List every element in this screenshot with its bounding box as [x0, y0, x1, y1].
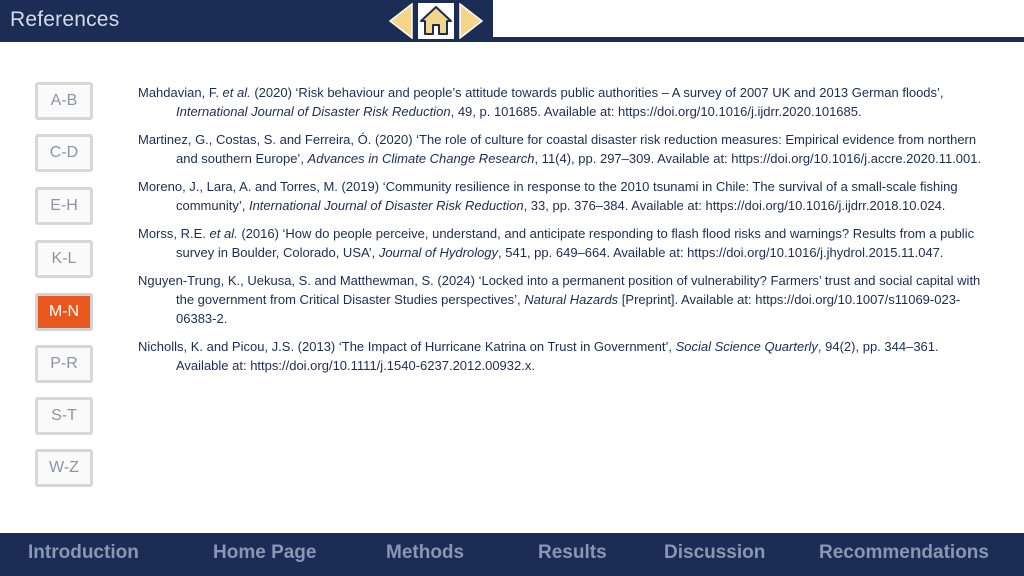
nav-results[interactable]: Results — [538, 542, 607, 563]
header-bar — [0, 0, 493, 42]
ref-text: Nguyen-Trung, K., Uekusa, S. and Matthewman, S. (2024) ‘Locked into a permanent position of vulnerability? Farmers’ trust and social capital with the government from Critical Disaster Studies perspectives’, — [138, 273, 981, 307]
page-title: References — [10, 8, 120, 31]
nav-home-page[interactable]: Home Page — [213, 542, 317, 563]
ref-text: Morss, R.E. — [138, 226, 210, 241]
ref-journal: Natural Hazards — [524, 292, 619, 307]
right-arrow-icon[interactable] — [458, 3, 484, 39]
sidebar-item-w-z[interactable]: W-Z — [35, 449, 93, 487]
left-arrow-icon[interactable] — [388, 3, 414, 39]
reference-list — [138, 83, 988, 384]
sidebar-item-a-b[interactable]: A-B — [35, 82, 93, 120]
ref-journal: International Journal of Disaster Risk Reduction — [176, 104, 451, 119]
ref-text: (2016) ‘How do people perceive, understand, and anticipate responding to flash flood risks and warnings? Results from a public survey in Boulder, Colorado, USA’, — [176, 226, 975, 260]
footer-nav — [0, 533, 1024, 576]
ref-journal: International Journal of Disaster Risk Reduction — [248, 198, 524, 213]
ref-text: , 11(4), pp. 297–309. Available at: https://doi.org/10.1016/j.accre.2020.11.001. — [534, 151, 982, 166]
reference-item — [138, 271, 988, 328]
nav-introduction[interactable]: Introduction — [28, 542, 139, 563]
nav-discussion[interactable]: Discussion — [664, 542, 766, 563]
sidebar-item-s-t[interactable]: S-T — [35, 397, 93, 435]
ref-text: (2020) ‘Risk behaviour and people’s attitude towards public authorities – A survey of 2007 UK and 2013 German floods’, — [250, 85, 944, 100]
sidebar-item-m-n[interactable]: M-N — [35, 293, 93, 331]
ref-journal: Social Science Quarterly — [675, 339, 818, 354]
sidebar-item-p-r[interactable]: P-R — [35, 345, 93, 383]
nav-icons — [388, 2, 484, 40]
ref-journal: Advances in Climate Change Research — [307, 151, 535, 166]
ref-etal: et al. — [222, 85, 251, 100]
sidebar-item-k-l[interactable]: K-L — [35, 240, 93, 278]
ref-journal: Journal of Hydrology — [378, 245, 499, 260]
nav-recommendations[interactable]: Recommendations — [819, 542, 989, 563]
ref-text: [Preprint]. Available at: https://doi.org/10.1007/s11069-023-06383-2. — [176, 292, 961, 326]
ref-text: Mahdavian, F. — [138, 85, 223, 100]
ref-text: Martinez, G., Costas, S. and Ferreira, Ó. (2020) ‘The role of culture for coastal disaster risk reduction measures: Empirical evidence from northern and southern Europe’, — [138, 132, 977, 166]
ref-text: , 33, pp. 376–384. Available at: https://doi.org/10.1016/j.ijdrr.2018.10.024. — [523, 198, 946, 213]
reference-item — [138, 337, 988, 375]
sidebar-item-c-d[interactable]: C-D — [35, 134, 93, 172]
ref-text: , 94(2), pp. 344–361. Available at: https://doi.org/10.1111/j.1540-6237.2012.00932.x. — [176, 339, 939, 373]
ref-text: Nicholls, K. and Picou, J.S. (2013) ‘The Impact of Hurricane Katrina on Trust in Government’, — [138, 339, 676, 354]
ref-text: , 541, pp. 649–664. Available at: https://doi.org/10.1016/j.jhydrol.2015.11.047. — [498, 245, 944, 260]
reference-item — [138, 177, 988, 215]
nav-methods[interactable]: Methods — [386, 542, 465, 563]
header-rule — [493, 37, 1024, 42]
ref-text: , 49, p. 101685. Available at: https://doi.org/10.1016/j.ijdrr.2020.101685. — [450, 104, 862, 119]
ref-text: Moreno, J., Lara, A. and Torres, M. (2019) ‘Community resilience in response to the 2010 tsunami in Chile: The survival of a small-scale fishing community’, — [138, 179, 958, 213]
home-icon[interactable] — [418, 3, 454, 39]
reference-item — [138, 130, 988, 168]
reference-item — [138, 224, 988, 262]
reference-item — [138, 83, 988, 121]
ref-etal: et al. — [209, 226, 238, 241]
sidebar-item-e-h[interactable]: E-H — [35, 187, 93, 225]
